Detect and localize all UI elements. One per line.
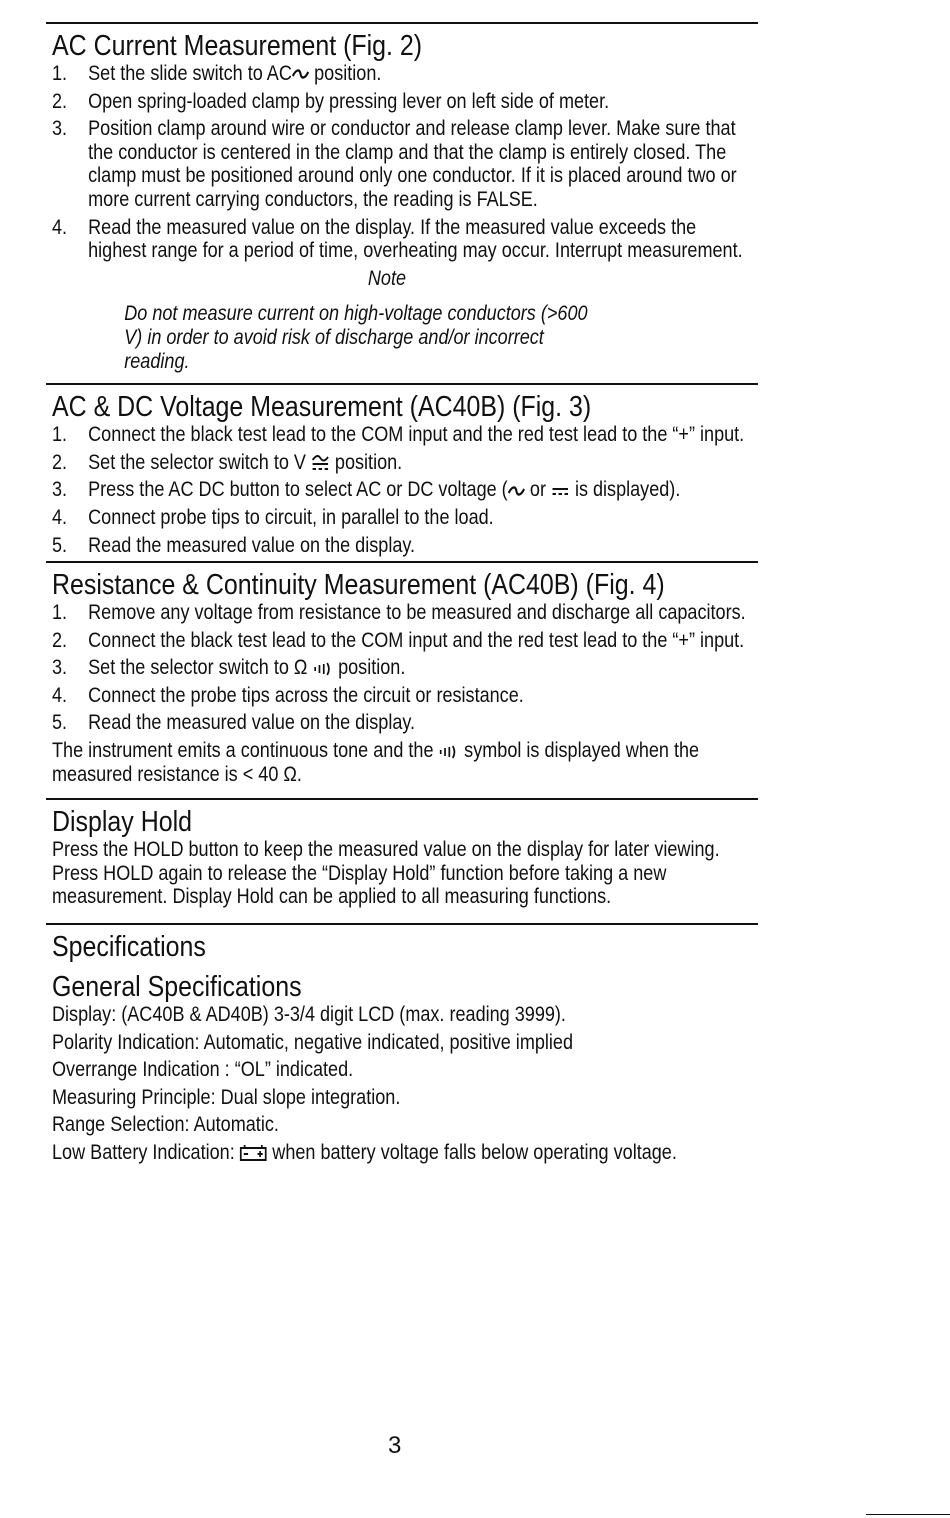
spec-line: Range Selection: Automatic. <box>52 1113 279 1137</box>
list-item: 3. Press the AC DC button to select AC or DC voltage ( or is displayed). <box>52 478 681 502</box>
section-title: Display Hold <box>52 806 193 839</box>
list-item: 4. Connect probe tips to circuit, in parallel to the load. <box>52 505 494 529</box>
page-number: 3 <box>388 1432 402 1459</box>
continuity-icon <box>439 744 460 760</box>
section-display-hold <box>46 806 758 909</box>
ac-wave-icon <box>508 485 525 497</box>
display-hold-text: Press the HOLD button to keep the measured value on the display for later viewing. Press HOLD again to release the “Display Hold” function before taking a new measurement. Display Hold can be applied to all measuring functions. <box>52 838 720 909</box>
section-divider <box>46 923 758 925</box>
list-item: 5. Read the measured value on the display. <box>52 533 416 557</box>
corner-rule <box>866 1514 950 1515</box>
list-item: 4. Connect the probe tips across the circuit or resistance. <box>52 683 524 707</box>
list-item: 4. Read the measured value on the display. If the measured value exceeds the highest range for a period of time, overheating may occur. Interrupt measurement. <box>52 215 743 263</box>
ac-dc-icon <box>311 454 330 472</box>
list-item: 1. Remove any voltage from resistance to be measured and discharge all capacitors. <box>52 601 746 625</box>
list-item: 5. Read the measured value on the display. <box>52 711 416 735</box>
section-title: AC & DC Voltage Measurement (AC40B) (Fig. 3) <box>52 391 592 424</box>
list-item: 2. Set the selector switch to V position. <box>52 450 403 474</box>
spec-line: Display: (AC40B & AD40B) 3-3/4 digit LCD (max. reading 3999). <box>52 1003 566 1027</box>
spec-line-battery: Low Battery Indication: when battery voltage falls below operating voltage. <box>52 1141 677 1164</box>
battery-icon <box>240 1144 268 1162</box>
section-title: Resistance & Continuity Measurement (AC40B) (Fig. 4) <box>52 569 665 602</box>
section-divider <box>46 561 758 563</box>
section-resistance <box>46 569 758 786</box>
spec-line: Overrange Indication : “OL” indicated. <box>52 1058 354 1082</box>
list-item: 1. Set the slide switch to AC position. <box>52 62 382 85</box>
section-specifications <box>46 931 758 1165</box>
section-divider <box>46 22 758 24</box>
section-ac-current <box>46 30 758 373</box>
spec-line: Polarity Indication: Automatic, negative indicated, positive implied <box>52 1030 574 1054</box>
spec-line: Measuring Principle: Dual slope integration. <box>52 1085 401 1109</box>
section-title: Specifications <box>52 931 206 964</box>
section-divider <box>46 383 758 385</box>
continuity-icon <box>312 661 333 677</box>
list-item: 2. Connect the black test lead to the COM input and the red test lead to the “+” input. <box>52 628 745 652</box>
ac-wave-icon <box>292 68 309 80</box>
note-title: Note <box>367 266 407 290</box>
list-item: 3. Set the selector switch to Ω position. <box>52 656 406 680</box>
section-subtitle: General Specifications <box>52 971 302 1004</box>
section-voltage <box>46 391 758 557</box>
manual-page <box>46 22 758 1169</box>
list-item: 1. Connect the black test lead to the COM input and the red test lead to the “+” input. <box>52 423 745 447</box>
section-title: AC Current Measurement (Fig. 2) <box>52 30 423 62</box>
list-item: 3. Position clamp around wire or conductor and release clamp lever. Make sure that the conductor is centered in the clamp and that the clamp is entirely closed. The clamp must be positioned around only one conductor. If it is placed around two or more current carrying conductors, the reading is FALSE. <box>52 117 737 211</box>
list-item: 2. Open spring-loaded clamp by pressing lever on left side of meter. <box>52 89 610 113</box>
dc-icon <box>551 485 570 497</box>
note-text: Do not measure current on high-voltage conductors (>600 V) in order to avoid risk of discharge and/or incorrect reading. <box>124 302 588 373</box>
continuity-note: The instrument emits a continuous tone and the symbol is displayed when the measured resistance is < 40 Ω. <box>52 739 700 786</box>
section-divider <box>46 798 758 800</box>
